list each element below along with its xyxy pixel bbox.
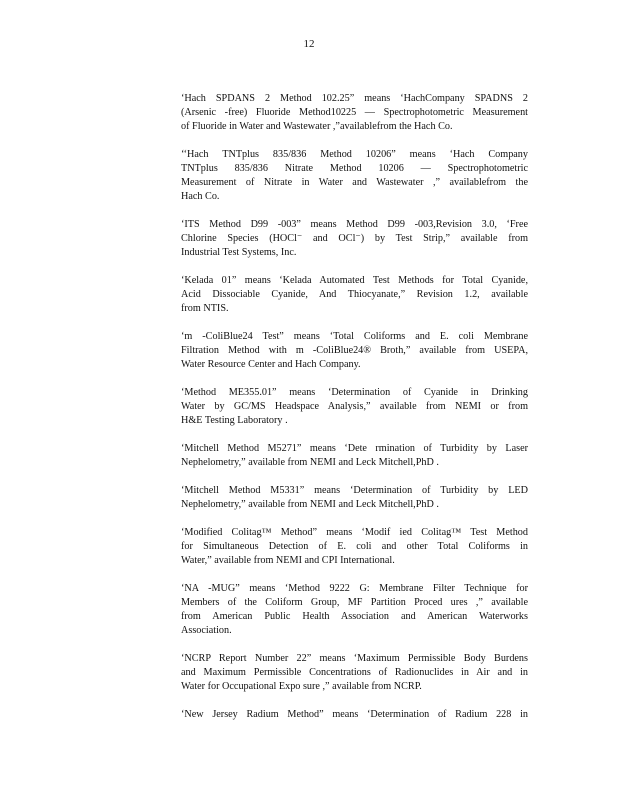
definition-line: ‘Mitchell Method M5271” means ‘Dete rmination of Turbidity by Laser xyxy=(181,443,528,454)
definition-line: ‘Kelada 01” means ‘Kelada Automated Test Methods for Total Cyanide, xyxy=(181,275,528,286)
page-number: 12 xyxy=(303,38,315,50)
definition-entry xyxy=(181,92,528,134)
definition-entry xyxy=(181,582,528,638)
definition-line: of Fluoride in Water and Wastewater ,”availablefrom the Hach Co. xyxy=(181,121,453,132)
definition-line: Water for Occupational Expo sure ,” available from NCRP. xyxy=(181,681,422,692)
definition-entry xyxy=(181,526,528,568)
definition-line: ‘Modified Colitag™ Method” means ‘Modif ied Colitag™ Test Method xyxy=(181,527,528,538)
definition-line: Association. xyxy=(181,625,232,636)
definition-entry xyxy=(181,484,528,512)
definition-entry xyxy=(181,386,528,428)
definition-entry xyxy=(181,148,528,204)
definition-entry xyxy=(181,274,528,316)
definition-line: and Maximum Permissible Concentrations of Radionuclides in Air and in xyxy=(181,667,528,678)
definition-line: ‘m -ColiBlue24 Test” means ‘Total Coliforms and E. coli Membrane xyxy=(181,331,528,342)
definition-line: Measurement of Nitrate in Water and Wastewater ,” availablefrom the xyxy=(181,177,528,188)
definition-line: H&E Testing Laboratory . xyxy=(181,415,288,426)
definition-line: ‘ITS Method D99 -003” means Method D99 -003,Revision 3.0, ‘Free xyxy=(181,219,528,230)
definition-line: (Arsenic -free) Fluoride Method10225 — Spectrophotometric Measurement xyxy=(181,107,528,118)
definition-line: Nephelometry,” available from NEMI and Leck Mitchell,PhD . xyxy=(181,499,439,510)
definition-entry xyxy=(181,442,528,470)
definition-line: from NTIS. xyxy=(181,303,229,314)
definition-line: from American Public Health Association and American Waterworks xyxy=(181,611,528,622)
definition-line: Hach Co. xyxy=(181,191,220,202)
definition-line: Water,” available from NEMI and CPI International. xyxy=(181,555,395,566)
definition-entry xyxy=(181,330,528,372)
definition-line: Water Resource Center and Hach Company. xyxy=(181,359,361,370)
definition-line: ‘Method ME355.01” means ‘Determination of Cyanide in Drinking xyxy=(181,387,528,398)
definition-line: for Simultaneous Detection of E. coli and other Total Coliforms in xyxy=(181,541,528,552)
definition-line: Filtration Method with m -ColiBlue24® Broth,” available from USEPA, xyxy=(181,345,528,356)
definition-line: ‘NA -MUG” means ‘Method 9222 G: Membrane Filter Technique for xyxy=(181,583,528,594)
definition-line: ‘Hach SPDANS 2 Method 102.25” means ‘HachCompany SPADNS 2 xyxy=(181,93,528,104)
definition-line: Nephelometry,” available from NEMI and Leck Mitchell,PhD . xyxy=(181,457,439,468)
definition-line: Industrial Test Systems, Inc. xyxy=(181,247,297,258)
definition-line: ‘‘Hach TNTplus 835/836 Method 10206” means ‘Hach Company xyxy=(181,149,528,160)
definition-line: TNTplus 835/836 Nitrate Method 10206 — Spectrophotometric xyxy=(181,163,528,174)
definition-line: ‘Mitchell Method M5331” means ‘Determination of Turbidity by LED xyxy=(181,485,528,496)
definition-line: ‘NCRP Report Number 22” means ‘Maximum Permissible Body Burdens xyxy=(181,653,528,664)
definition-line: ‘New Jersey Radium Method” means ‘Determination of Radium 228 in xyxy=(181,709,528,720)
definition-line: Chlorine Species (HOCl⁻ and OCl⁻) by Test Strip,” available from xyxy=(181,233,528,244)
definition-line: Water by GC/MS Headspace Analysis,” available from NEMI or from xyxy=(181,401,528,412)
definition-line: Members of the Coliform Group, MF Partition Proced ures ,” available xyxy=(181,597,528,608)
definition-entry xyxy=(181,218,528,260)
definition-line: Acid Dissociable Cyanide, And Thiocyanate,” Revision 1.2, available xyxy=(181,289,528,300)
definition-entry xyxy=(181,652,528,694)
definition-entry xyxy=(181,708,528,722)
